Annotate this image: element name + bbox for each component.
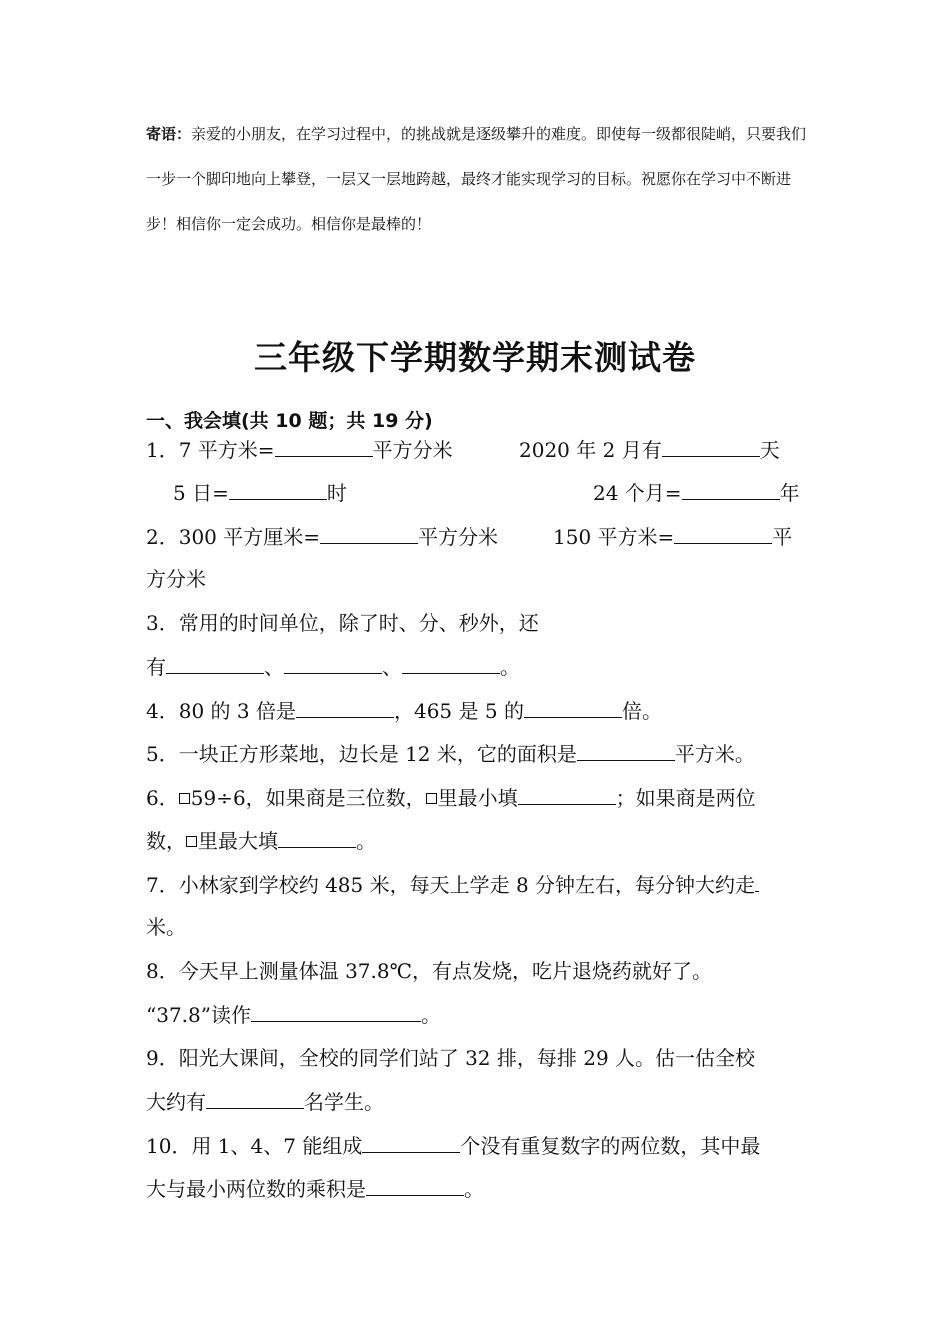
question-3-line-1: 3．常用的时间单位，除了时、分、秒外，还 (146, 611, 539, 635)
square-box-icon (186, 836, 197, 847)
question-7-line-1: 7．小林家到学校约 485 米，每天上学走 8 分钟左右，每分钟大约走 (146, 869, 759, 899)
question-8-line-2: “37.8”读作 。 (146, 999, 441, 1029)
question-2-line-1: 2．300 平方厘米= 平方分米 (146, 521, 498, 551)
question-9-line-1: 9．阳光大课间，全校的同学们站了 32 排，每排 29 人。估一估全校 (146, 1046, 756, 1070)
question-1-part-4: 24 个月= 年 (593, 477, 800, 507)
question-1-part-3: 5 日= 时 (173, 477, 347, 507)
answer-blank[interactable] (362, 1130, 460, 1153)
section-heading: 一、我会填(共 10 题；共 19 分) (146, 410, 433, 432)
answer-blank[interactable] (251, 999, 421, 1022)
question-5: 5．一块正方形菜地，边长是 12 米，它的面积是 平方米。 (146, 738, 755, 768)
question-10-line-1: 10．用 1、4、7 能组成 个没有重复数字的两位数，其中最 (146, 1130, 760, 1160)
question-8-line-1: 8．今天早上测量体温 37.8℃，有点发烧，吃片退烧药就好了。 (146, 959, 712, 983)
question-7-line-2: 米。 (146, 915, 186, 939)
intro-message (146, 112, 816, 247)
answer-blank[interactable] (284, 651, 382, 674)
answer-blank[interactable] (662, 434, 760, 457)
answer-blank[interactable] (296, 695, 394, 718)
answer-blank[interactable] (674, 521, 772, 544)
answer-blank[interactable] (275, 434, 373, 457)
answer-blank[interactable] (366, 1173, 464, 1196)
answer-blank[interactable] (166, 651, 264, 674)
answer-blank[interactable] (577, 738, 675, 761)
question-1-part-2: 2020 年 2 月有 天 (519, 434, 780, 464)
page-title: 三年级下学期数学期末测试卷 (254, 338, 696, 377)
answer-blank[interactable] (682, 477, 780, 500)
question-10-line-2: 大与最小两位数的乘积是 。 (146, 1173, 484, 1203)
answer-blank[interactable] (229, 477, 327, 500)
question-1-line-1: 1．7 平方米= 平方分米 (146, 434, 453, 464)
question-9-line-2: 大约有 名学生。 (146, 1086, 384, 1116)
answer-blank[interactable] (206, 1086, 304, 1109)
square-box-icon (426, 793, 437, 804)
square-box-icon (179, 793, 190, 804)
answer-blank[interactable] (524, 695, 622, 718)
question-6-line-1: 6． 59÷6，如果商是三位数， 里最小填 ；如果商是两位 (146, 782, 756, 812)
question-3-line-2: 有 、 、 。 (146, 651, 520, 681)
answer-blank[interactable] (278, 825, 356, 848)
intro-text: 亲爱的小朋友，在学习过程中，的挑战就是逐级攀升的难度。即使每一级都很陡峭，只要我们一步一个脚印地向上攀登，一层又一层地跨越，最终才能实现学习的目标。祝愿你在学习中不断进步！相信你一定会成功。相信你是最棒的！ (146, 125, 807, 233)
question-6-line-2: 数， 里最大填 。 (146, 825, 376, 855)
intro-lead: 寄语： (146, 125, 192, 143)
answer-blank[interactable] (402, 651, 500, 674)
answer-blank[interactable] (755, 869, 759, 892)
question-2-part-2: 150 平方米= 平 (553, 521, 792, 551)
answer-blank[interactable] (518, 782, 616, 805)
question-4: 4．80 的 3 倍是 ，465 是 5 的 倍。 (146, 695, 662, 725)
question-2-line-2: 方分米 (146, 567, 206, 591)
answer-blank[interactable] (320, 521, 418, 544)
